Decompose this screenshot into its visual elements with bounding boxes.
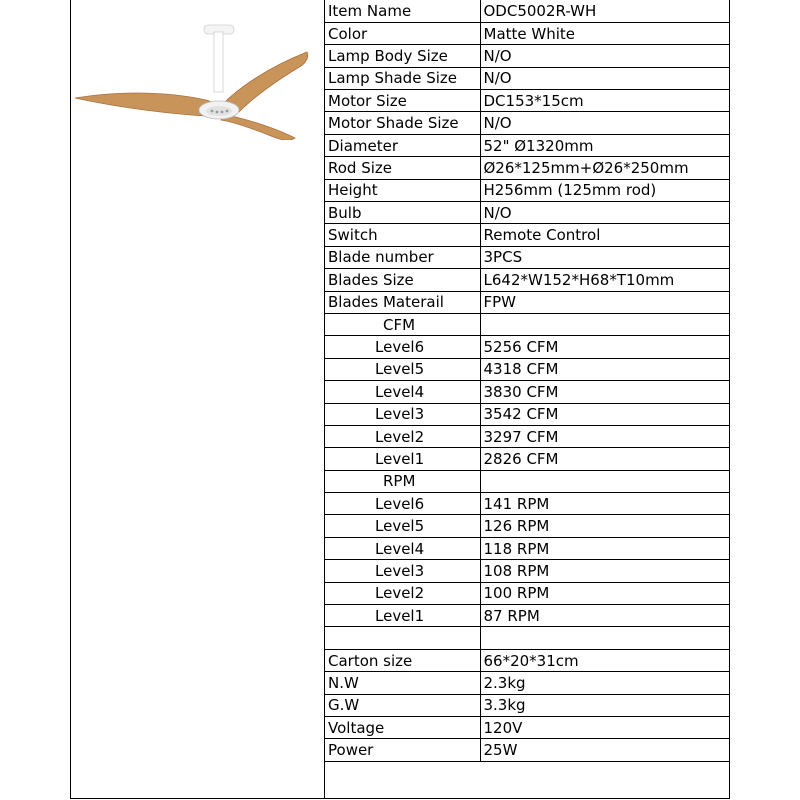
spec-value: H256mm (125mm rod)	[480, 179, 730, 201]
empty-cell	[325, 627, 480, 649]
level-label: Level5	[325, 515, 480, 537]
level-label: Level1	[325, 448, 480, 470]
rpm-header: RPM	[325, 470, 480, 492]
table-row	[325, 134, 730, 156]
spec-value: N/O	[480, 45, 730, 67]
spec-value: 3PCS	[480, 246, 730, 268]
table-row	[325, 537, 730, 559]
spec-value: 66*20*31cm	[480, 649, 730, 671]
spec-label: Lamp Body Size	[325, 45, 480, 67]
level-label: Level4	[325, 537, 480, 559]
rpm-value: 108 RPM	[480, 560, 730, 582]
spec-label: Carton size	[325, 649, 480, 671]
table-row	[325, 22, 730, 44]
table-row	[325, 425, 730, 447]
empty-cell	[480, 470, 730, 492]
level-label: Level5	[325, 358, 480, 380]
table-row	[325, 358, 730, 380]
spec-label: Lamp Shade Size	[325, 67, 480, 89]
table-row	[325, 0, 730, 22]
spec-value: 25W	[480, 739, 730, 761]
cfm-value: 4318 CFM	[480, 358, 730, 380]
spec-label: Motor Size	[325, 90, 480, 112]
cfm-value: 3542 CFM	[480, 403, 730, 425]
spec-value: N/O	[480, 202, 730, 224]
level-label: Level2	[325, 425, 480, 447]
spec-label: Color	[325, 22, 480, 44]
spec-value: N/O	[480, 67, 730, 89]
spec-value: L642*W152*H68*T10mm	[480, 269, 730, 291]
spec-value: 52" Ø1320mm	[480, 134, 730, 156]
spec-label: Blades Size	[325, 269, 480, 291]
spec-value: Remote Control	[480, 224, 730, 246]
spec-value: 3.3kg	[480, 694, 730, 716]
level-label: Level3	[325, 560, 480, 582]
spec-sheet	[70, 0, 730, 799]
table-row	[325, 224, 730, 246]
ceiling-fan-icon	[71, 10, 311, 140]
table-row	[325, 269, 730, 291]
table-row	[325, 582, 730, 604]
table-row	[325, 179, 730, 201]
table-row	[325, 448, 730, 470]
table-row	[325, 560, 730, 582]
cfm-header: CFM	[325, 313, 480, 335]
rpm-value: 118 RPM	[480, 537, 730, 559]
spec-label: N.W	[325, 672, 480, 694]
table-row	[325, 672, 730, 694]
empty-cell	[480, 627, 730, 649]
spec-value: FPW	[480, 291, 730, 313]
table-row	[325, 336, 730, 358]
spec-table	[325, 0, 730, 762]
table-row	[325, 246, 730, 268]
cfm-value: 3297 CFM	[480, 425, 730, 447]
spec-label: Blades Materail	[325, 291, 480, 313]
table-row	[325, 649, 730, 671]
spec-value: DC153*15cm	[480, 90, 730, 112]
rpm-header-row	[325, 470, 730, 492]
table-row	[325, 739, 730, 761]
spec-value: Matte White	[480, 22, 730, 44]
table-row	[325, 515, 730, 537]
level-label: Level2	[325, 582, 480, 604]
cfm-value: 5256 CFM	[480, 336, 730, 358]
rpm-value: 141 RPM	[480, 493, 730, 515]
spec-label: Voltage	[325, 717, 480, 739]
rpm-value: 87 RPM	[480, 605, 730, 627]
spec-label: Motor Shade Size	[325, 112, 480, 134]
spec-label: Switch	[325, 224, 480, 246]
spec-value: 120V	[480, 717, 730, 739]
table-row	[325, 717, 730, 739]
cfm-header-row	[325, 313, 730, 335]
spec-label: Bulb	[325, 202, 480, 224]
spec-label: Diameter	[325, 134, 480, 156]
spec-value: Ø26*125mm+Ø26*250mm	[480, 157, 730, 179]
table-row	[325, 493, 730, 515]
spec-label: Height	[325, 179, 480, 201]
table-row	[325, 291, 730, 313]
table-row	[325, 157, 730, 179]
product-image-cell	[71, 0, 325, 798]
spec-label: Power	[325, 739, 480, 761]
level-label: Level3	[325, 403, 480, 425]
table-row	[325, 202, 730, 224]
cfm-value: 2826 CFM	[480, 448, 730, 470]
spec-label: Blade number	[325, 246, 480, 268]
level-label: Level6	[325, 493, 480, 515]
spec-value: ODC5002R-WH	[480, 0, 730, 22]
rpm-value: 126 RPM	[480, 515, 730, 537]
table-row	[325, 90, 730, 112]
table-row	[325, 694, 730, 716]
spec-value: N/O	[480, 112, 730, 134]
cfm-value: 3830 CFM	[480, 381, 730, 403]
table-row	[325, 381, 730, 403]
spec-label: G.W	[325, 694, 480, 716]
spacer-row	[325, 627, 730, 649]
table-row	[325, 403, 730, 425]
rpm-value: 100 RPM	[480, 582, 730, 604]
spec-label: Item Name	[325, 0, 480, 22]
level-label: Level1	[325, 605, 480, 627]
spec-value: 2.3kg	[480, 672, 730, 694]
table-row	[325, 112, 730, 134]
table-row	[325, 67, 730, 89]
spec-label: Rod Size	[325, 157, 480, 179]
level-label: Level4	[325, 381, 480, 403]
level-label: Level6	[325, 336, 480, 358]
table-row	[325, 605, 730, 627]
table-row	[325, 45, 730, 67]
empty-cell	[480, 313, 730, 335]
